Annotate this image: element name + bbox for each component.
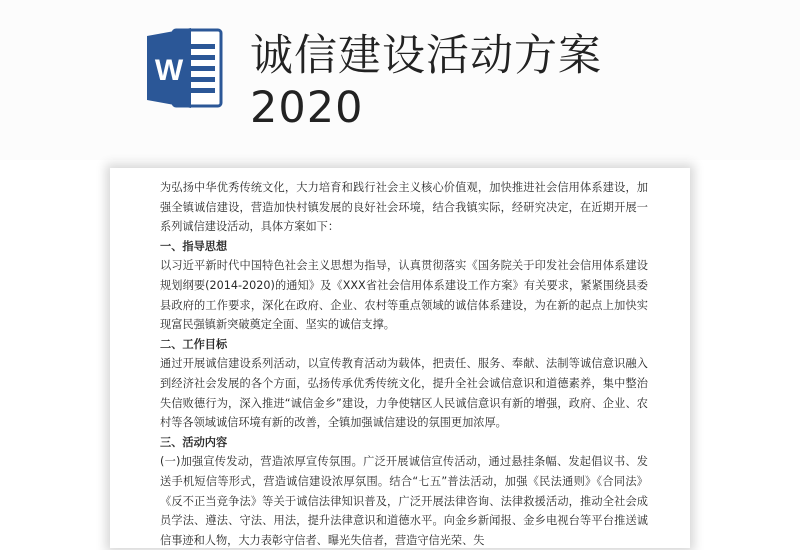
- section-heading-guiding: 一、指导思想: [160, 239, 228, 253]
- section-text-activities: (一)加强宣传发动，营造浓厚宣传氛围。广泛开展诚信宣传活动，通过悬挂条幅、发起倡议书、发送手机短信等形式，营造诚信建设浓厚氛围。结合“七五”普法活动，加强《民法通则》《合同法》《反不正当竞争法》等关于诚信法律知识普及，广泛开展法律咨询、法律救援活动，推动全社会成员学法、遵法、守法、用法，提升法律意识和道德水平。向金乡新闻报、金乡电视台等平台推送诚信事迹和人物，大力表彰守信者、曝光失信者，营造守信光荣、失: [160, 455, 648, 547]
- document-body: [160, 178, 648, 550]
- section-heading-goals: 二、工作目标: [160, 337, 228, 351]
- word-logo-letter: W: [154, 54, 184, 87]
- page-title: 诚信建设活动方案2020: [250, 31, 602, 133]
- section-heading-activities: 三、活动内容: [160, 435, 228, 449]
- section-text-guiding: 以习近平新时代中国特色社会主义思想为指导，认真贯彻落实《国务院关于印发社会信用体系建设规划纲要(2014-2020)的通知》及《XXX省社会信用体系建设工作方案》有关要求，紧紧围绕县委县政府的工作要求，深化在政府、企业、农村等重点领域的诚信体系建设，为在新的起点上加快实现富民强镇新突破奠定全面、坚实的诚信支撑。: [160, 259, 648, 332]
- word-app-icon: [145, 22, 225, 114]
- section-text-goals: 通过开展诚信建设系列活动，以宣传教育活动为载体，把责任、服务、奉献、法制等诚信意识融入到经济社会发展的各个方面，弘扬传承优秀传统文化，提升全社会诚信意识和道德素养，集中整治失信败德行为，深入推进“诚信金乡”建设，力争使辖区人民诚信意识有新的增强，政府、企业、农村等各领域诚信环境有新的改善，全镇加强诚信建设的氛围更加浓厚。: [160, 357, 648, 430]
- intro-paragraph: 为弘扬中华优秀传统文化，大力培育和践行社会主义核心价值观，加快推进社会信用体系建设，加强全镇诚信建设，营造加快村镇发展的良好社会环境，结合我镇实际，经研究决定，在近期开展一系列诚信建设活动，具体方案如下：: [160, 181, 648, 234]
